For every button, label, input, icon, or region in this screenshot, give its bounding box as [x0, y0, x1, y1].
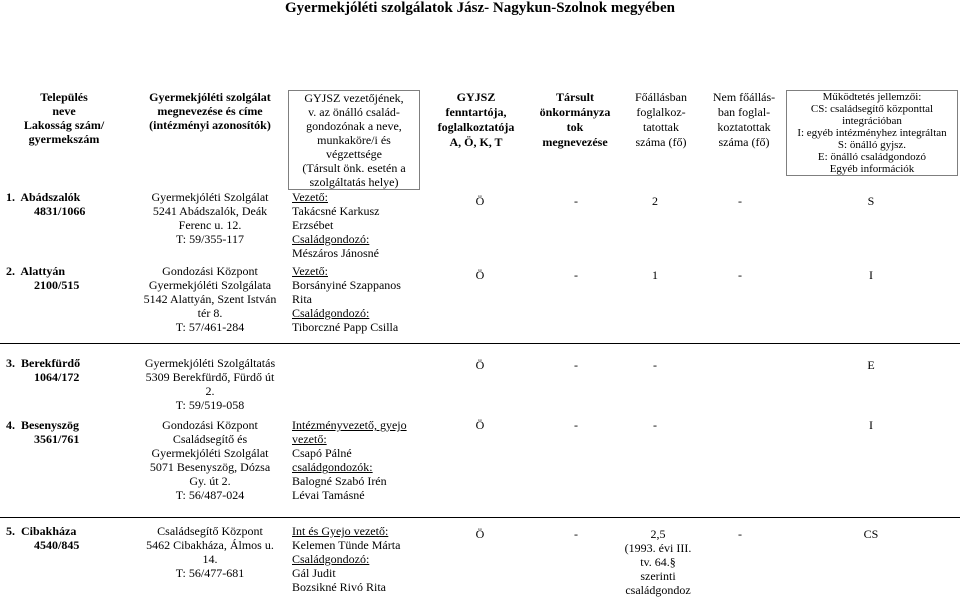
header-fulltime-line: tatottak: [643, 120, 679, 134]
population-count: 1064/172: [34, 370, 80, 384]
header-features-line: integrációban: [842, 115, 902, 127]
operator-value: Ö: [475, 358, 485, 372]
service-cell: [134, 418, 286, 502]
header-features-line: CS: családsegítő központtal: [810, 103, 934, 115]
fulltime-line: szerinti: [640, 569, 676, 583]
service-line: T: 56/487-024: [175, 488, 245, 502]
service-line: Gyermekjóléti Szolgálat: [151, 446, 269, 460]
header-features-line: E: önálló családgondozó: [817, 151, 927, 163]
header-operator-line: foglalkoztatója: [437, 120, 515, 134]
leader-name: Kelemen Tünde Márta: [292, 538, 401, 552]
service-line: 2.: [205, 384, 215, 398]
header-associated-line: tok: [566, 120, 584, 134]
service-cell: [134, 190, 286, 246]
leader-role: Vezető:: [292, 190, 328, 204]
leader-name: Bozsikné Rivó Rita: [292, 580, 386, 594]
service-line: T: 59/519-058: [175, 398, 245, 412]
service-line: Gyermekjóléti Szolgálata: [148, 278, 272, 292]
leader-cell: [292, 190, 424, 260]
leader-name: Tiborczné Papp Csilla: [292, 320, 399, 334]
service-line: T: 59/355-117: [176, 232, 244, 246]
fulltime-line: családgondoz: [625, 583, 691, 597]
header-service-line: megnevezése és címe: [157, 104, 263, 118]
mode-value: I: [869, 268, 873, 282]
header-leader-line: végzettsége: [326, 147, 382, 161]
header-features: [786, 90, 958, 176]
settlement-cell: [6, 418, 126, 446]
header-fulltime-line: száma (fő): [635, 135, 687, 149]
associated-value: -: [574, 418, 578, 432]
header-service-line: Gyermekjóléti szolgálat: [149, 90, 271, 104]
fulltime-value: -: [653, 418, 657, 432]
service-line: Gyermekjóléti Szolgáltatás: [144, 356, 276, 370]
settlement-name: 3. Berekfürdő: [6, 356, 81, 370]
leader-role: Intézményvezető, gyejo: [292, 418, 407, 432]
service-line: Családsegítő Központ: [157, 524, 263, 538]
fulltime-value: -: [653, 358, 657, 372]
header-leader-line: v. az önálló család-: [308, 105, 400, 119]
header-leader-line: GYJSZ vezetőjének,: [304, 91, 404, 105]
leader-name: Erzsébet: [292, 218, 334, 232]
service-line: 5309 Berekfürdő, Fürdő út: [145, 370, 275, 384]
settlement-cell: [6, 264, 126, 292]
settlement-cell: [6, 524, 126, 552]
fulltime-line: 2,5: [650, 527, 666, 541]
header-features-line: Egyéb információk: [829, 163, 915, 175]
service-cell: [134, 524, 286, 580]
leader-role: családgondozók:: [292, 460, 373, 474]
associated-value: -: [574, 527, 578, 541]
header-settlement-line: Lakosság szám/: [23, 118, 105, 132]
header-fulltime: [620, 90, 702, 150]
service-line: Gy. út 2.: [189, 474, 231, 488]
service-line: 14.: [202, 552, 218, 566]
row-divider: [0, 517, 960, 518]
header-parttime-line: koztatottak: [717, 120, 771, 134]
header-operator-line: GYJSZ: [456, 90, 496, 104]
service-line: 5241 Abádszalók, Deák: [152, 204, 268, 218]
leader-cell: [292, 524, 424, 594]
header-associated-line: önkormányza: [539, 105, 611, 119]
header-settlement-line: gyermekszám: [28, 132, 100, 146]
leader-name: Rita: [292, 292, 312, 306]
header-associated: [530, 90, 620, 150]
header-operator-line: fenntartója,: [445, 105, 507, 119]
service-cell: [134, 264, 286, 334]
fulltime-value: 1: [652, 268, 658, 282]
service-line: Gondozási Központ: [162, 264, 258, 278]
population-count: 4540/845: [34, 538, 80, 552]
leader-role: Családgondozó:: [292, 306, 370, 320]
service-cell: [134, 356, 286, 412]
service-line: Ferenc u. 12.: [178, 218, 242, 232]
header-settlement: [6, 90, 122, 146]
service-line: T: 56/477-681: [175, 566, 245, 580]
header-settlement-line: Település: [40, 90, 88, 104]
settlement-cell: [6, 190, 126, 218]
leader-name: Mészáros Jánosné: [292, 246, 379, 260]
leader-name: Lévai Tamásné: [292, 488, 365, 502]
operator-value: Ö: [475, 418, 485, 432]
mode-value: E: [867, 358, 875, 372]
header-associated-line: megnevezése: [542, 135, 608, 149]
header-leader-line: gondozónak a neve,: [306, 119, 402, 133]
parttime-value: -: [738, 194, 742, 208]
mode-value: CS: [863, 527, 879, 541]
fulltime-value: 2: [652, 194, 658, 208]
parttime-value: -: [738, 268, 742, 282]
header-operator: [428, 90, 524, 150]
header-service-line: (intézményi azonosítók): [149, 118, 271, 132]
settlement-name: 1. Abádszalók: [6, 190, 81, 204]
header-features-line: I: egyéb intézményhez integráltan: [797, 127, 947, 139]
header-parttime: [703, 90, 785, 150]
leader-cell: [292, 264, 424, 334]
header-leader-line: (Társult önk. esetén a: [302, 161, 406, 175]
leader-name: Balogné Szabó Irén: [292, 474, 387, 488]
service-line: T: 57/461-284: [175, 320, 245, 334]
operator-value: Ö: [475, 194, 485, 208]
associated-value: -: [574, 358, 578, 372]
header-settlement-line: neve: [52, 104, 76, 118]
header-leader: [288, 90, 420, 190]
service-line: Gyermekjóléti Szolgálat: [151, 190, 269, 204]
operator-value: Ö: [475, 268, 485, 282]
population-count: 3561/761: [34, 432, 80, 446]
leader-cell: [292, 418, 424, 502]
header-operator-line: A, Ö, K, T: [449, 135, 503, 149]
header-service: [134, 90, 286, 132]
associated-value: -: [574, 268, 578, 282]
settlement-name: 5. Cibakháza: [6, 524, 77, 538]
service-line: Gondozási Központ: [162, 418, 258, 432]
service-line: 5142 Alattyán, Szent István: [143, 292, 277, 306]
header-leader-line: munkaköre/i és: [317, 133, 391, 147]
leader-name: Takácsné Karkusz: [292, 204, 380, 218]
row-divider: [0, 343, 960, 344]
header-leader-line: szolgáltatás helye): [309, 175, 399, 189]
fulltime-value: [617, 527, 699, 597]
population-count: 2100/515: [34, 278, 80, 292]
leader-name: Borsányiné Szappanos: [292, 278, 401, 292]
header-fulltime-line: Főállásban: [635, 90, 687, 104]
leader-name: Csapó Pálné: [292, 446, 352, 460]
service-line: Családsegítő és: [172, 432, 248, 446]
leader-role: Vezető:: [292, 264, 328, 278]
header-parttime-line: Nem főállás-: [712, 90, 776, 104]
service-line: 5462 Cibakháza, Álmos u.: [146, 538, 274, 552]
leader-name: Gál Judit: [292, 566, 336, 580]
settlement-cell: [6, 356, 126, 384]
leader-role: Családgondozó:: [292, 232, 370, 246]
leader-role: Int és Gyejo vezető:: [292, 524, 389, 538]
header-parttime-line: száma (fő): [718, 135, 770, 149]
population-count: 4831/1066: [34, 204, 86, 218]
associated-value: -: [574, 194, 578, 208]
leader-role: Családgondozó:: [292, 552, 370, 566]
parttime-value: -: [738, 527, 742, 541]
leader-role: vezető:: [292, 432, 327, 446]
header-fulltime-line: foglalkoz-: [636, 105, 686, 119]
mode-value: S: [867, 194, 875, 208]
settlement-name: 2. Alattyán: [6, 264, 66, 278]
header-features-line: S: önálló gyjsz.: [837, 139, 907, 151]
service-line: tér 8.: [197, 306, 223, 320]
fulltime-line: tv. 64.§: [640, 555, 676, 569]
mode-value: I: [869, 418, 873, 432]
settlement-name: 4. Besenyszög: [6, 418, 79, 432]
operator-value: Ö: [475, 527, 485, 541]
service-line: 5071 Besenyszög, Dózsa: [149, 460, 271, 474]
header-parttime-line: ban foglal-: [717, 105, 771, 119]
header-features-line: Működtetés jellemzői:: [822, 91, 922, 103]
fulltime-line: (1993. évi III.: [624, 541, 692, 555]
header-associated-line: Társult: [555, 90, 594, 104]
page-title: Gyermekjóléti szolgálatok Jász- Nagykun-Szolnok megyében: [285, 0, 675, 16]
